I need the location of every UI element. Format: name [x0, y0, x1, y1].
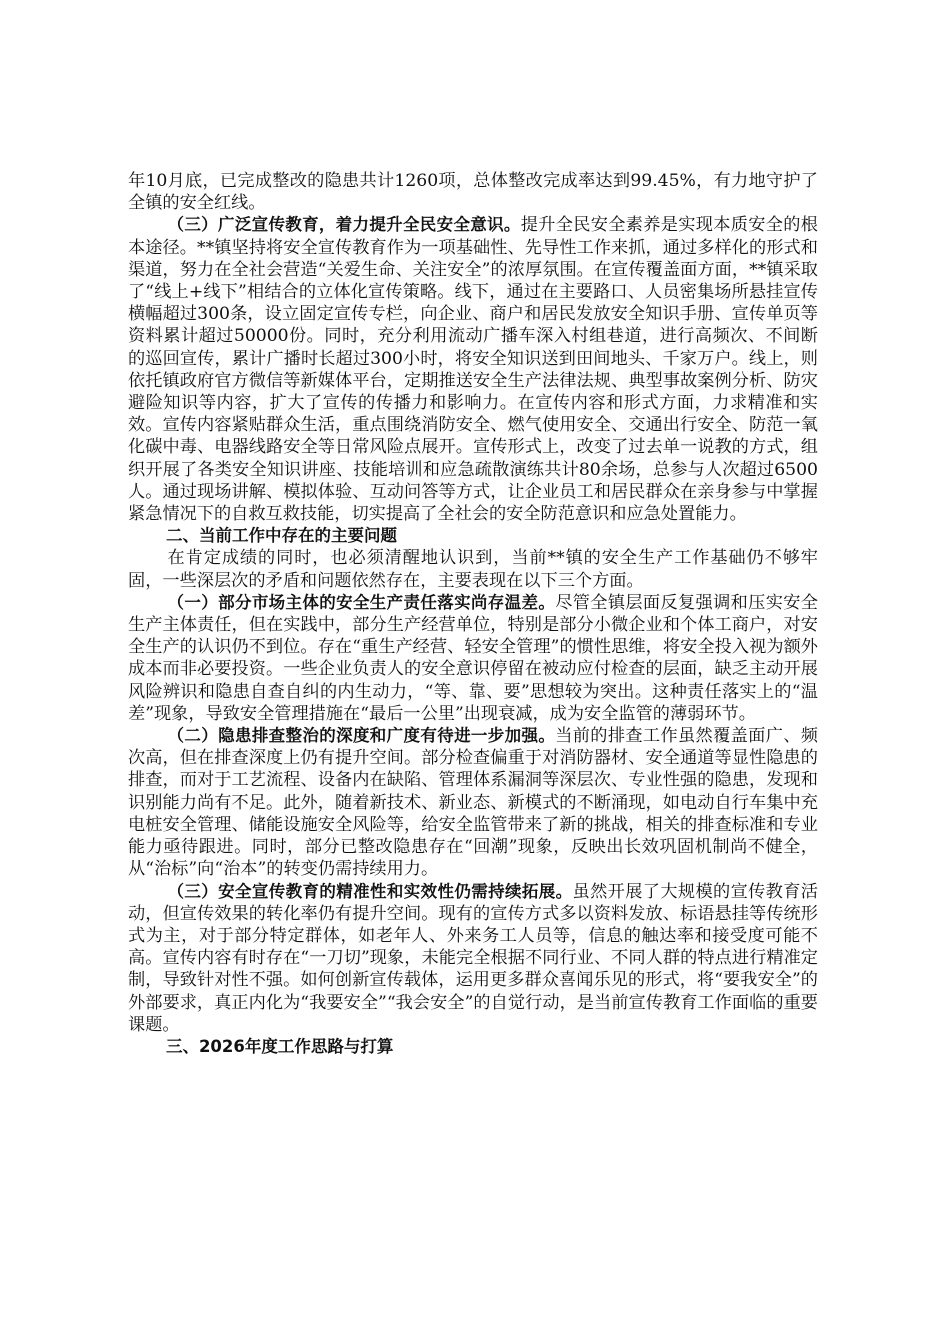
section-heading-plan-2026: 三、2026年度工作思路与打算 — [165, 1036, 394, 1056]
paragraph-problem-publicity — [128, 881, 818, 1036]
paragraph-problem-hazard-inspection — [128, 725, 818, 880]
section-heading-problems: 二、当前工作中存在的主要问题 — [165, 526, 397, 546]
paragraph-problem-responsibility — [128, 592, 818, 725]
paragraph-lead: （二）隐患排查整治的深度和广度有待进一步加强。 — [167, 726, 556, 746]
paragraph-text: 当前的排查工作虽然覆盖面广、频次高，但在排查深度上仍有提升空间。部分检查偏重于对消防器材、安全通道等显性隐患的排查，而对于工艺流程、设备内在缺陷、管理体系漏洞等深层次、专业性强的隐患，发现和识别能力尚有不足。此外，随着新技术、新业态、新模式的不断涌现，如电动自行车集中充电桩安全管理、储能设施安全风险等，给安全监管带来了新的挑战，相关的排查标准和专业能力亟待跟进。同时，部分已整改隐患存在“回潮”现象，反映出长效巩固机制尚不健全，从“治标”向“治本”的转变仍需持续用力。 — [128, 726, 818, 880]
paragraph-lead: （三）安全宣传教育的精准性和实效性仍需持续拓展。 — [167, 881, 573, 901]
paragraph-continuation — [128, 170, 818, 214]
paragraph-lead: （一）部分市场主体的安全生产责任落实尚存温差。 — [167, 592, 556, 612]
paragraph-lead: （三）广泛宣传教育，着力提升全民安全意识。 — [167, 215, 521, 235]
paragraph-problems-intro — [128, 547, 818, 591]
document-body — [128, 170, 818, 1058]
paragraph-text: 年10月底，已完成整改的隐患共计1260项，总体整改完成率达到99.45%，有力地守护了全镇的安全红线。 — [128, 171, 818, 214]
paragraph-text: 虽然开展了大规模的宣传教育活动，但宣传效果的转化率仍有提升空间。现有的宣传方式多以资料发放、标语悬挂等传统形式为主，对于部分特定群体，如老年人、外来务工人员等，信息的触达率和接受度可能不高。宣传内容有时存在“一刀切”现象，未能完全根据不同行业、不同人群的特点进行精准定制，导致针对性不强。如何创新宣传载体，运用更多群众喜闻乐见的形式，将“要我安全”的外部要求，真正内化为“我要安全”“我会安全”的自觉行动，是当前宣传教育工作面临的重要课题。 — [128, 881, 818, 1035]
paragraph-text: 提升全民安全素养是实现本质安全的根本途径。**镇坚持将安全宣传教育作为一项基础性、先导性工作来抓，通过多样化的形式和渠道，努力在全社会营造“关爱生命、关注安全”的浓厚氛围。在宣传覆盖面方面，**镇采取了“线上+线下”相结合的立体化宣传策略。线下，通过在主要路口、人员密集场所悬挂宣传横幅超过300条，设立固定宣传专栏，向企业、商户和居民发放安全知识手册、宣传单页等资料累计超过50000份。同时，充分利用流动广播车深入村组巷道，进行高频次、不间断的巡回宣传，累计广播时长超过300小时，将安全知识送到田间地头、千家万户。线上，则依托镇政府官方微信等新媒体平台，定期推送安全生产法律法规、典型事故案例分析、防灾避险知识等内容，扩大了宣传的传播力和影响力。在宣传内容和形式方面，力求精准和实效。宣传内容紧贴群众生活，重点围绕消防安全、燃气使用安全、交通出行安全、防范一氧化碳中毒、电器线路安全等日常风险点展开。宣传形式上，改变了过去单一说教的方式，组织开展了各类安全知识讲座、技能培训和应急疏散演练共计80余场，总参与人次超过6500人。通过现场讲解、模拟体验、互动问答等方式，让企业员工和居民群众在亲身参与中掌握紧急情况下的自救互救技能，切实提高了全社会的安全防范意识和应急处置能力。 — [128, 215, 818, 525]
paragraph-publicity-education — [128, 214, 818, 525]
paragraph-text: 尽管全镇层面反复强调和压实安全生产主体责任，但在实践中，部分生产经营单位，特别是部分小微企业和个体工商户，对安全生产的认识仍不到位。存在“重生产经营、轻安全管理”的惯性思维，将安全投入视为额外成本而非必要投资。一些企业负责人的安全意识停留在被动应付检查的层面，缺乏主动开展风险辨识和隐患自查自纠的内生动力，“等、靠、要”思想较为突出。这种责任落实上的“温差”现象，导致安全管理措施在“最后一公里”出现衰减，成为安全监管的薄弱环节。 — [128, 592, 818, 724]
paragraph-text: 在肯定成绩的同时，也必须清醒地认识到，当前**镇的安全生产工作基础仍不够牢固，一些深层次的矛盾和问题依然存在，主要表现在以下三个方面。 — [128, 548, 818, 591]
